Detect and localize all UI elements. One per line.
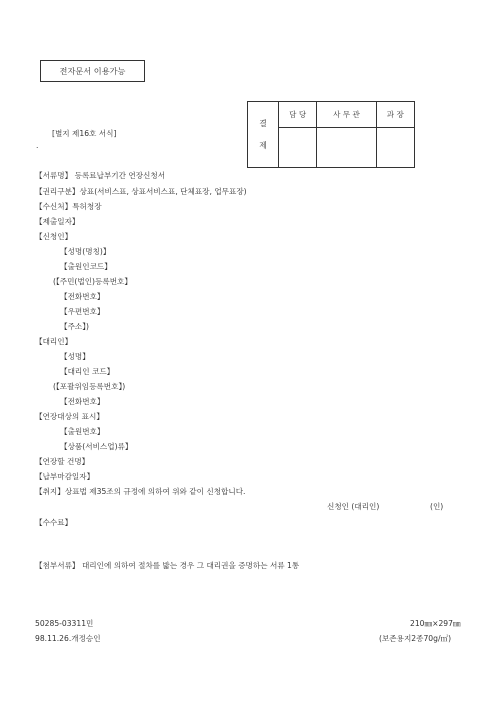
applicant-reg-number: (【주민(법인)등록번호】 <box>53 277 132 286</box>
approval-cell-staff <box>279 128 317 168</box>
seal-mark: (인) <box>430 502 444 511</box>
signature-label: 신청인 (대리인) <box>327 502 380 511</box>
recipient: 【수신처】특허청장 <box>35 202 102 211</box>
agent-name: 【성명】 <box>60 352 90 361</box>
electronic-doc-badge: 전자문서 이용가능 <box>40 60 145 82</box>
form-number: [별지 제16호 서식] <box>52 129 117 138</box>
agent-code: 【대리인 코드】 <box>60 367 115 376</box>
target-heading: 【연장대상의 표시】 <box>35 412 104 421</box>
footer-size: 210㎜×297㎜ <box>410 619 461 628</box>
purpose: 【취지】상표법 제35조의 규정에 의하여 위와 같이 신청합니다. <box>35 487 246 496</box>
applicant-heading: 【신청인】 <box>35 232 73 241</box>
approval-col-chief: 과 장 <box>376 102 414 128</box>
applicant-name: 【성명(명칭)】 <box>60 247 111 256</box>
applicant-code: 【출원인코드】 <box>60 262 112 271</box>
footer-code: 50285-03311민 <box>35 619 94 628</box>
approval-cell-officer <box>317 128 376 168</box>
target-goods: 【상품(서비스업)류】 <box>60 442 133 451</box>
approval-col-staff: 담 당 <box>279 102 317 128</box>
applicant-postal: 【우편번호】 <box>60 307 105 316</box>
right-class: 【권리구분】상표(서비스표, 상표서비스표, 단체표장, 업무표장) <box>35 187 247 196</box>
approval-col-officer: 사 무 관 <box>317 102 376 128</box>
agent-reg-number: (【포괄위임등록번호】) <box>53 382 126 391</box>
doc-name: 【서류명】 등록료납부기간 연장신청서 <box>35 171 166 180</box>
approval-table <box>247 101 415 168</box>
submit-date: 【제출일자】 <box>35 217 80 226</box>
fee: 【수수료】 <box>35 518 73 527</box>
applicant-address: 【주소】) <box>60 322 90 331</box>
form-dot: . <box>36 141 39 150</box>
agent-heading: 【대리인】 <box>35 337 73 346</box>
footer-approved: 98.11.26.개정승인 <box>35 634 101 643</box>
attachments: 【첨부서류】 대리인에 의하여 절차를 밟는 경우 그 대리권을 증명하는 서류 1통 <box>35 561 300 570</box>
footer-paper: (보존용지2종70g/㎡) <box>379 634 452 643</box>
extension-period: 【연장할 건명】 <box>35 457 90 466</box>
approval-cell-chief <box>376 128 414 168</box>
agent-phone: 【전화번호】 <box>60 397 105 406</box>
approval-side-label: 결 제 <box>248 102 279 168</box>
target-number: 【출원번호】 <box>60 427 105 436</box>
applicant-phone: 【전화번호】 <box>60 292 105 301</box>
payment-deadline: 【납부마감일자】 <box>35 472 95 481</box>
